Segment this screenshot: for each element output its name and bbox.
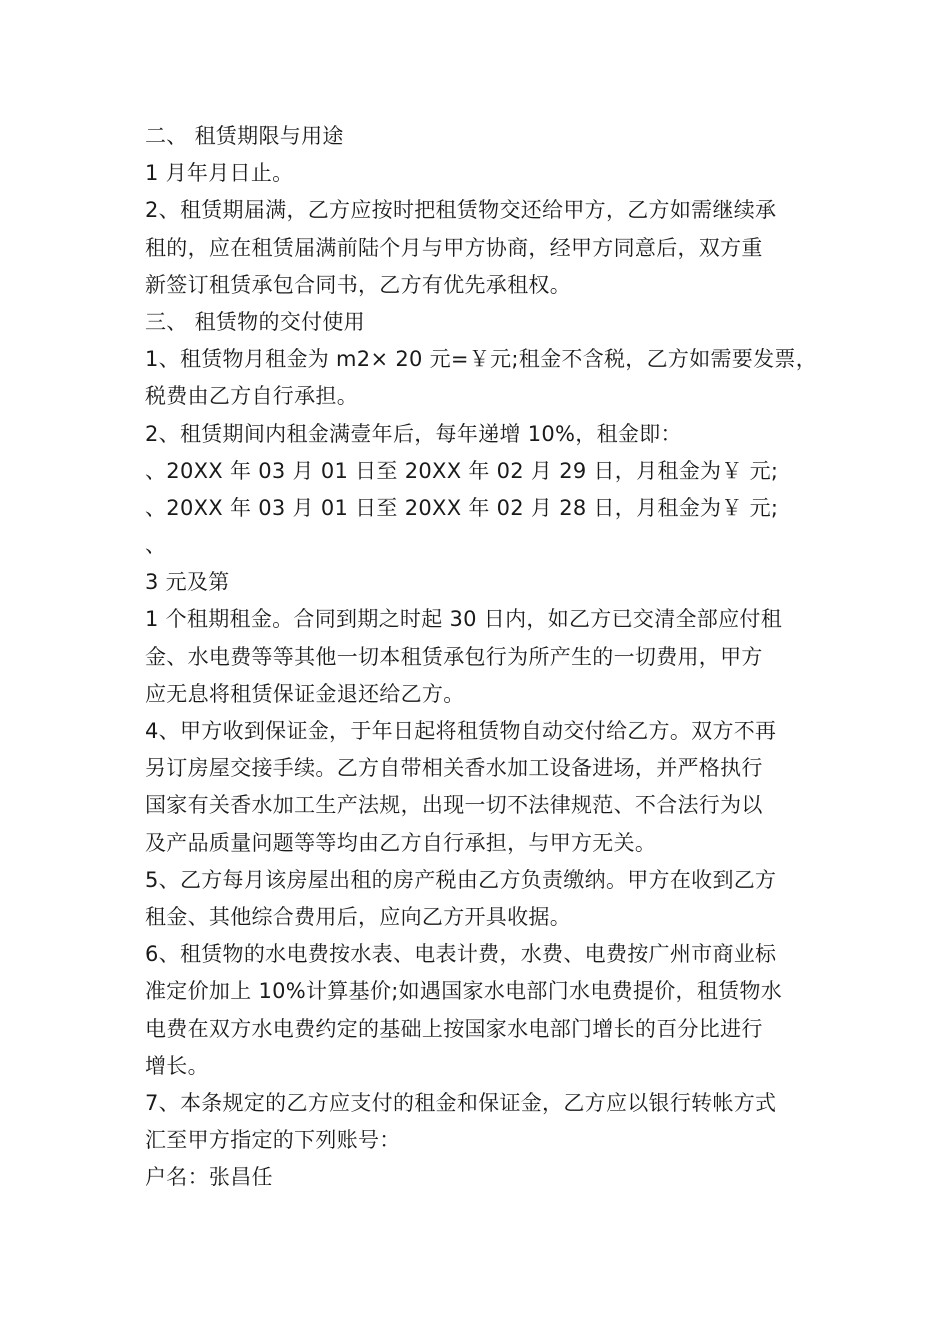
section-heading-lease-term: 二、 租赁期限与用途 bbox=[145, 124, 344, 148]
section-heading-delivery: 三、 租赁物的交付使用 bbox=[145, 309, 365, 334]
paragraph-line: 租的，应在租赁届满前陆个月与甲方协商，经甲方同意后，双方重 bbox=[145, 235, 763, 260]
paragraph-line: 3 元及第 bbox=[145, 570, 230, 595]
document-body bbox=[145, 118, 825, 1196]
paragraph-line: 金、水电费等等其他一切本租赁承包行为所产生的一切费用，甲方 bbox=[145, 644, 763, 669]
paragraph-line: 1 月年月日止。 bbox=[145, 161, 294, 186]
paragraph-line: 5、乙方每月该房屋出租的房产税由乙方负责缴纳。甲方在收到乙方 bbox=[145, 867, 777, 892]
paragraph-line: 2、租赁期届满，乙方应按时把租赁物交还给甲方，乙方如需继续承 bbox=[145, 198, 777, 223]
paragraph-line: 增长。 bbox=[145, 1053, 209, 1078]
paragraph-line: 税费由乙方自行承担。 bbox=[145, 384, 358, 409]
paragraph-line: 、20XX 年 03 月 01 日至 20XX 年 02 月 29 日，月租金为￥ 元; bbox=[145, 458, 779, 483]
paragraph-line: 另订房屋交接手续。乙方自带相关香水加工设备进场，并严格执行 bbox=[145, 756, 763, 781]
paragraph-line: 准定价加上 10%计算基价;如遇国家水电部门水电费提价，租赁物水 bbox=[145, 979, 783, 1004]
paragraph-line: 6、租赁物的水电费按水表、电表计费，水费、电费按广州市商业标 bbox=[145, 942, 777, 967]
paragraph-line: 1 个租期租金。合同到期之时起 30 日内，如乙方已交清全部应付租 bbox=[145, 607, 783, 632]
paragraph-line: 新签订租赁承包合同书，乙方有优先承租权。 bbox=[145, 272, 571, 297]
paragraph-line: 汇至甲方指定的下列账号： bbox=[145, 1128, 401, 1153]
paragraph-line: 7、本条规定的乙方应支付的租金和保证金，乙方应以银行转帐方式 bbox=[145, 1090, 777, 1115]
paragraph-line: 、 bbox=[145, 533, 167, 558]
paragraph-line: 及产品质量问题等等均由乙方自行承担，与甲方无关。 bbox=[145, 830, 657, 855]
paragraph-line: 电费在双方水电费约定的基础上按国家水电部门增长的百分比进行 bbox=[145, 1016, 763, 1041]
paragraph-line: 应无息将租赁保证金退还给乙方。 bbox=[145, 681, 465, 706]
paragraph-line: 租金、其他综合费用后，应向乙方开具收据。 bbox=[145, 904, 571, 929]
account-name-line: 户名：张昌任 bbox=[145, 1165, 273, 1190]
paragraph-line: 1、租赁物月租金为 m2× 20 元=￥元;租金不含税，乙方如需要发票， bbox=[145, 347, 817, 372]
paragraph-line: 4、甲方收到保证金，于年日起将租赁物自动交付给乙方。双方不再 bbox=[145, 719, 777, 743]
paragraph-line: 、20XX 年 03 月 01 日至 20XX 年 02 月 28 日，月租金为￥ 元; bbox=[145, 495, 779, 520]
paragraph-line: 国家有关香水加工生产法规，出现一切不法律规范、不合法行为以 bbox=[145, 793, 763, 818]
paragraph-line: 2、租赁期间内租金满壹年后，每年递增 10%，租金即： bbox=[145, 421, 682, 446]
